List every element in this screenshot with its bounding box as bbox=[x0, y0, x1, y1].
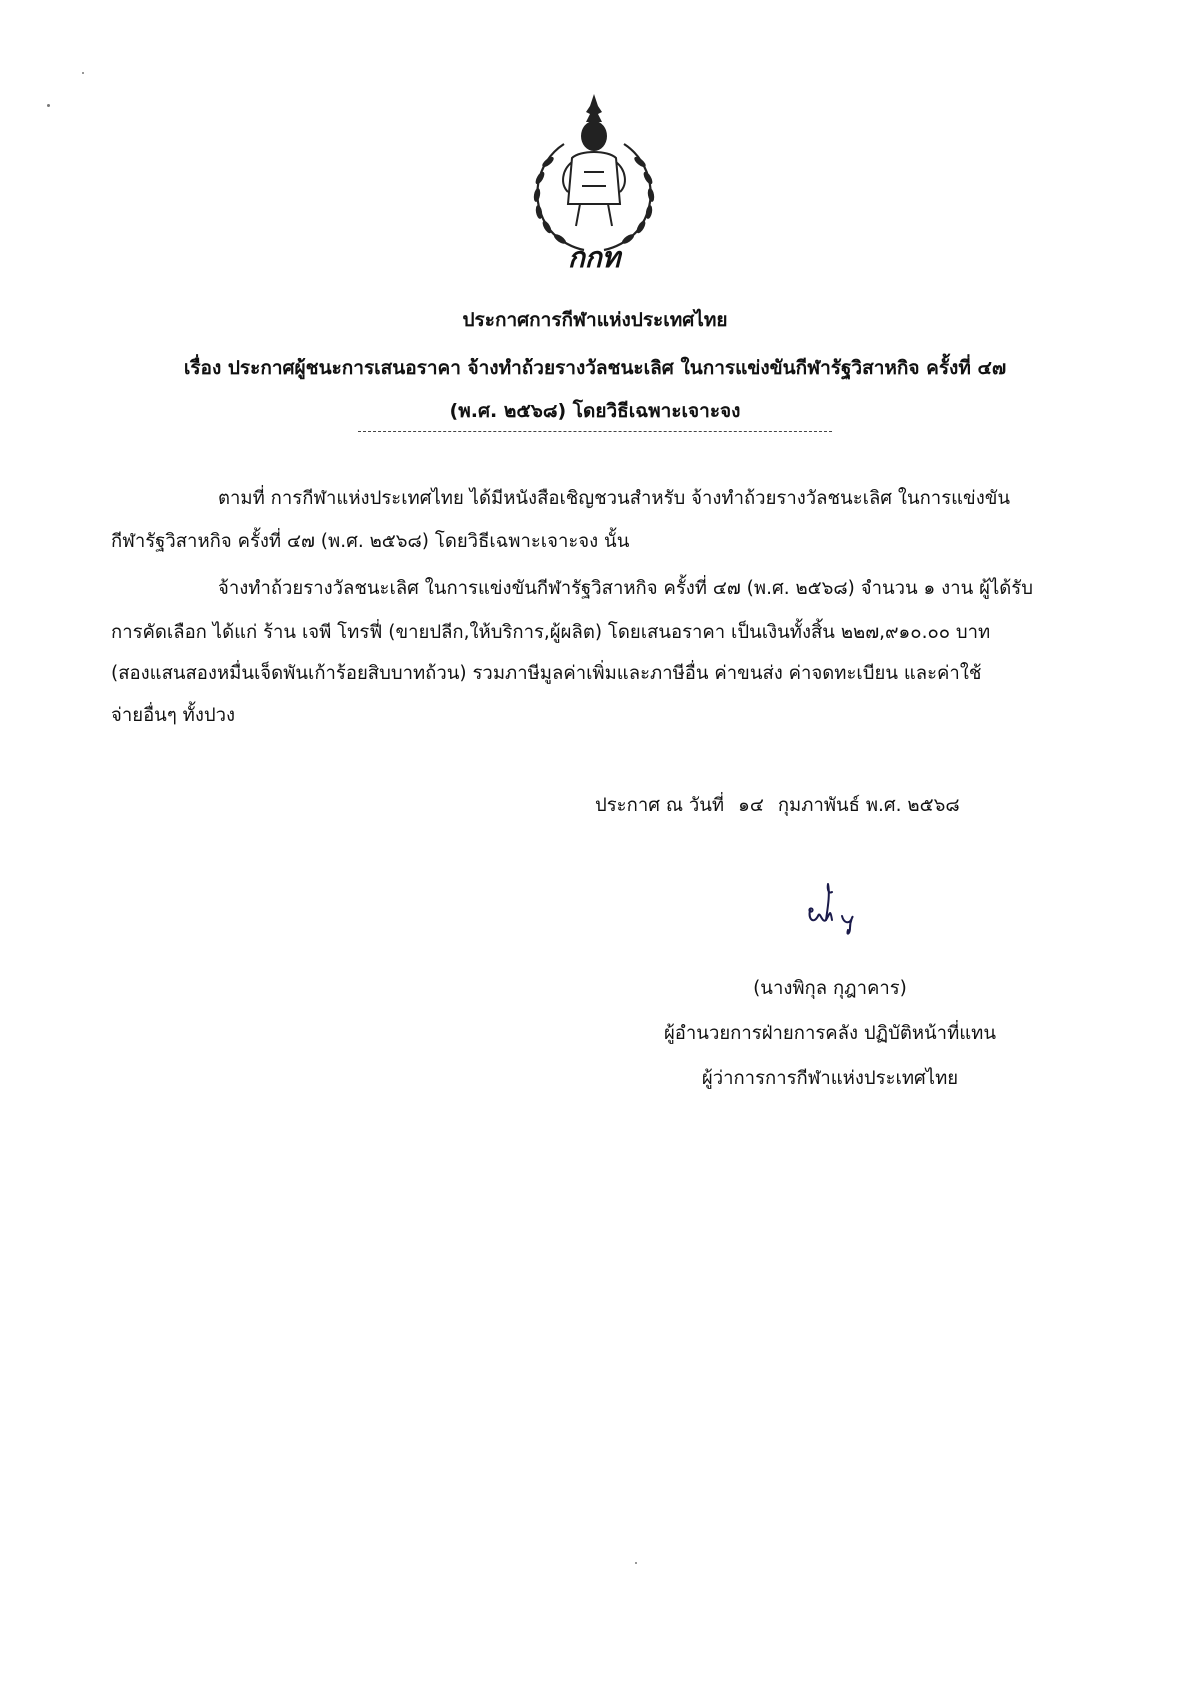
scan-speck bbox=[635, 1562, 637, 1564]
paragraph-2-line-3: (สองแสนสองหมื่นเจ็ดพันเก้าร้อยสิบบาทถ้วน) รวมภาษีมูลค่าเพิ่มและภาษีอื่น ค่าขนส่ง ค่าจดทะเบียน และค่าใช้ bbox=[111, 663, 982, 684]
announce-date bbox=[595, 791, 960, 820]
separator-line bbox=[358, 431, 832, 432]
signature-block bbox=[640, 974, 1020, 1109]
announce-date-day: ๑๔ bbox=[738, 795, 764, 816]
signatory-acting-for: ผู้ว่าการการกีฬาแห่งประเทศไทย bbox=[701, 1068, 959, 1089]
scan-speck bbox=[47, 104, 50, 107]
paragraph-2-line-4: จ่ายอื่นๆ ทั้งปวง bbox=[111, 705, 236, 726]
announce-date-month-year: กุมภาพันธ์ พ.ศ. ๒๕๖๘ bbox=[777, 795, 960, 816]
emblem-caption: กกท bbox=[567, 241, 621, 272]
paragraph-2-line-2: การคัดเลือก ได้แก่ ร้าน เจพี โทรฟี่ (ขายปลีก,ให้บริการ,ผู้ผลิต) โดยเสนอราคา เป็นเงินทั้งสิ้น ๒๒๗,๙๑๐.๐๐ บาท bbox=[111, 622, 991, 643]
subject-line-1: เรื่อง ประกาศผู้ชนะการเสนอราคา จ้างทำถ้วยรางวัลชนะเลิศ ในการแข่งขันกีฬารัฐวิสาหกิจ ครั้งที่ ๔๗ bbox=[183, 357, 1007, 379]
signatory-position: ผู้อำนวยการฝ่ายการคลัง ปฏิบัติหน้าที่แทน bbox=[663, 1023, 997, 1044]
org-title: ประกาศการกีฬาแห่งประเทศไทย bbox=[462, 309, 728, 331]
sat-emblem-icon bbox=[524, 92, 664, 272]
paragraph-1-line-2: กีฬารัฐวิสาหกิจ ครั้งที่ ๔๗ (พ.ศ. ๒๕๖๘) โดยวิธีเฉพาะเจาะจง นั้น bbox=[111, 531, 630, 552]
paragraph-1-line-1: ตามที่ การกีฬาแห่งประเทศไทย ได้มีหนังสือเชิญชวนสำหรับ จ้างทำถ้วยรางวัลชนะเลิศ ในการแข่งขัน bbox=[218, 488, 1011, 509]
handwritten-signature bbox=[802, 880, 864, 940]
scan-speck bbox=[82, 72, 84, 74]
paragraph-2-line-1: จ้างทำถ้วยรางวัลชนะเลิศ ในการแข่งขันกีฬารัฐวิสาหกิจ ครั้งที่ ๔๗ (พ.ศ. ๒๕๖๘) จำนวน ๑ งาน ผู้ได้รับ bbox=[218, 578, 1033, 599]
subject-line-2: (พ.ศ. ๒๕๖๘) โดยวิธีเฉพาะเจาะจง bbox=[449, 400, 741, 422]
announce-date-prefix: ประกาศ ณ วันที่ bbox=[595, 795, 725, 816]
signatory-name: (นางพิกุล กุฎาคาร) bbox=[753, 978, 907, 999]
